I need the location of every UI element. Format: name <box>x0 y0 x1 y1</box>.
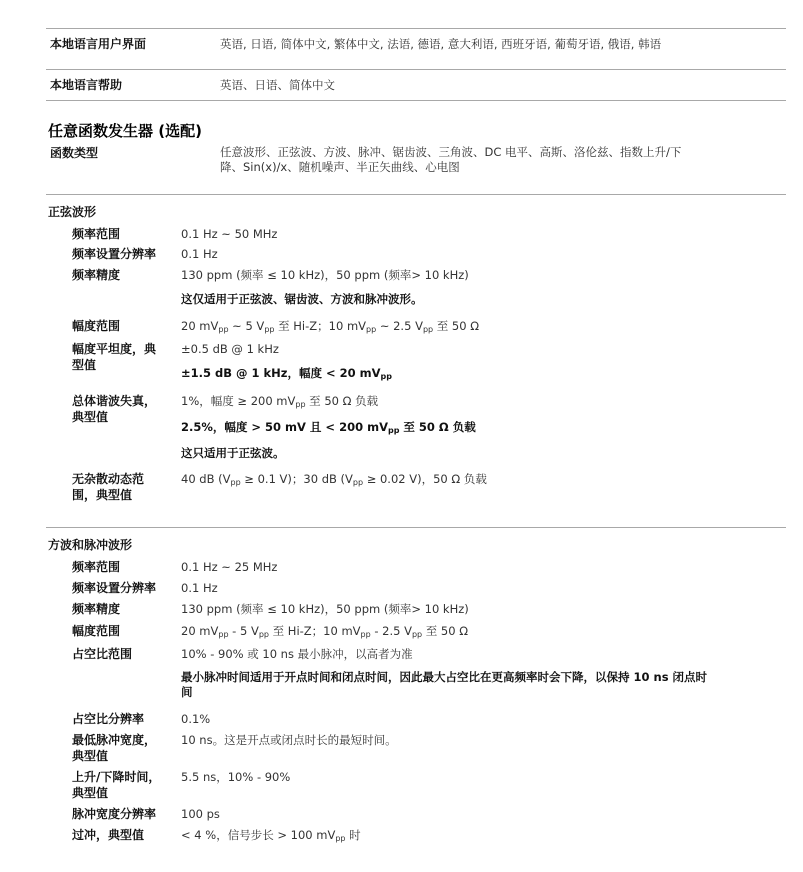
divider-top <box>46 28 786 29</box>
function-type-label: 函数类型 <box>50 146 99 160</box>
sine-freq-acc-value: 130 ppm (频率 ≤ 10 kHz)，50 ppm (频率> 10 kHz) <box>181 268 469 282</box>
square-overshoot-label: 过冲，典型值 <box>72 828 145 842</box>
square-duty-res-value: 0.1% <box>181 712 211 726</box>
square-freq-range-label: 频率范围 <box>72 560 121 574</box>
row-value-local-help: 英语、日语、简体中文 <box>220 78 335 92</box>
function-type-line1: 任意波形、正弦波、方波、脉冲、锯齿波、三角波、DC 电平、高斯、洛伦兹、指数上升/下 <box>220 145 682 159</box>
square-rise-value: 5.5 ns，10% - 90% <box>181 770 291 784</box>
square-overshoot-value: < 4 %，信号步长 > 100 $mV_{pp}$ 时 <box>181 828 361 843</box>
sine-freq-acc-label: 频率精度 <box>72 268 121 282</box>
square-freq-res-label: 频率设置分辨率 <box>72 581 157 595</box>
row-value-local-ui: 英语, 日语, 简体中文, 繁体中文, 法语, 德语, 意大利语, 西班牙语, 葡萄牙语, 俄语, 韩语 <box>220 37 662 51</box>
square-min-pulse-value: 10 ns。这是开点或闭点时长的最短时间。 <box>181 733 397 747</box>
square-amp-range-value: 20 $mV_{pp} - 5$ $V_{pp}$ 至 Hi-Z；10 $mV_{pp} - 2.5$ $V_{pp}$ 至 50 Ω <box>181 624 469 639</box>
sine-thd-value-1: 1%，幅度 ≥ 200 $mV_{pp}$ 至 50 Ω 负载 <box>181 394 379 409</box>
square-duty-res-label: 占空比分辨率 <box>72 712 145 726</box>
square-freq-range-value: 0.1 Hz ~ 25 MHz <box>181 560 278 574</box>
square-duty-label: 占空比范围 <box>72 647 133 661</box>
sine-thd-note: 这只适用于正弦波。 <box>181 446 285 460</box>
sine-freq-acc-note: 这仅适用于正弦波、锯齿波、方波和脉冲波形。 <box>181 292 423 306</box>
square-rise-label-2: 典型值 <box>72 786 109 800</box>
sine-freq-res-value: 0.1 Hz <box>181 247 218 261</box>
sine-flatness-value-1: ±0.5 dB @ 1 kHz <box>181 342 279 356</box>
sine-amp-range-label: 幅度范围 <box>72 319 121 333</box>
square-min-pulse-label-1: 最低脉冲宽度， <box>72 733 157 747</box>
sine-thd-label-1: 总体谐波失真， <box>72 394 157 408</box>
section-title-afg: 任意函数发生器 (选配) <box>48 122 202 140</box>
divider-afg <box>46 194 786 195</box>
section-title-square: 方波和脉冲波形 <box>48 538 133 552</box>
square-min-pulse-label-2: 典型值 <box>72 749 109 763</box>
square-duty-note-2: 间 <box>181 685 193 699</box>
square-pw-res-label: 脉冲宽度分辨率 <box>72 807 157 821</box>
divider-row2 <box>46 100 786 101</box>
square-duty-note-1: 最小脉冲时间适用于开点时间和闭点时间，因此最大占空比在更高频率时会下降，以保持 10 ns 闭点时 <box>181 670 708 684</box>
sine-amp-range-value: 20 $mV_{pp}$ ~ 5 $V_{pp}$ 至 Hi-Z；10 $mV_{pp}$ ~ 2.5 $V_{pp}$ 至 50 Ω <box>181 319 479 334</box>
sine-freq-res-label: 频率设置分辨率 <box>72 247 157 261</box>
sine-freq-range-label: 频率范围 <box>72 227 121 241</box>
sine-sfdr-label-1: 无杂散动态范 <box>72 472 145 486</box>
sine-thd-value-2: 2.5%，幅度 > 50 mV 且 < 200 $mV_{pp}$ 至 50 Ω 负载 <box>181 420 476 435</box>
sine-sfdr-value: 40 dB ($V_{pp} \ge 0.1$ V)；30 dB ($V_{pp} \ge 0.02$ V)，50 Ω 负载 <box>181 472 487 487</box>
square-pw-res-value: 100 ps <box>181 807 220 821</box>
row-label-local-ui: 本地语言用户界面 <box>50 37 147 51</box>
function-type-line2: 降、Sin(x)/x、随机噪声、半正矢曲线、心电图 <box>220 160 460 174</box>
sine-flatness-value-2: ±1.5 dB @ 1 kHz，幅度 < 20 $mV_{pp}$ <box>181 366 392 381</box>
square-freq-res-value: 0.1 Hz <box>181 581 218 595</box>
sine-flatness-label-1: 幅度平坦度，典 <box>72 342 157 356</box>
sine-freq-range-value: 0.1 Hz ~ 50 MHz <box>181 227 278 241</box>
divider-sine <box>46 527 786 528</box>
sine-thd-label-2: 典型值 <box>72 410 109 424</box>
square-duty-value: 10% - 90% 或 10 ns 最小脉冲，以高者为准 <box>181 647 413 661</box>
square-amp-range-label: 幅度范围 <box>72 624 121 638</box>
square-rise-label-1: 上升/下降时间， <box>72 770 161 784</box>
row-label-local-help: 本地语言帮助 <box>50 78 123 92</box>
sine-sfdr-label-2: 围，典型值 <box>72 488 133 502</box>
section-title-sine: 正弦波形 <box>48 205 97 219</box>
square-freq-acc-label: 频率精度 <box>72 602 121 616</box>
divider-row1 <box>46 69 786 70</box>
square-freq-acc-value: 130 ppm (频率 ≤ 10 kHz)，50 ppm (频率> 10 kHz) <box>181 602 469 616</box>
sine-flatness-label-2: 型值 <box>72 358 97 372</box>
